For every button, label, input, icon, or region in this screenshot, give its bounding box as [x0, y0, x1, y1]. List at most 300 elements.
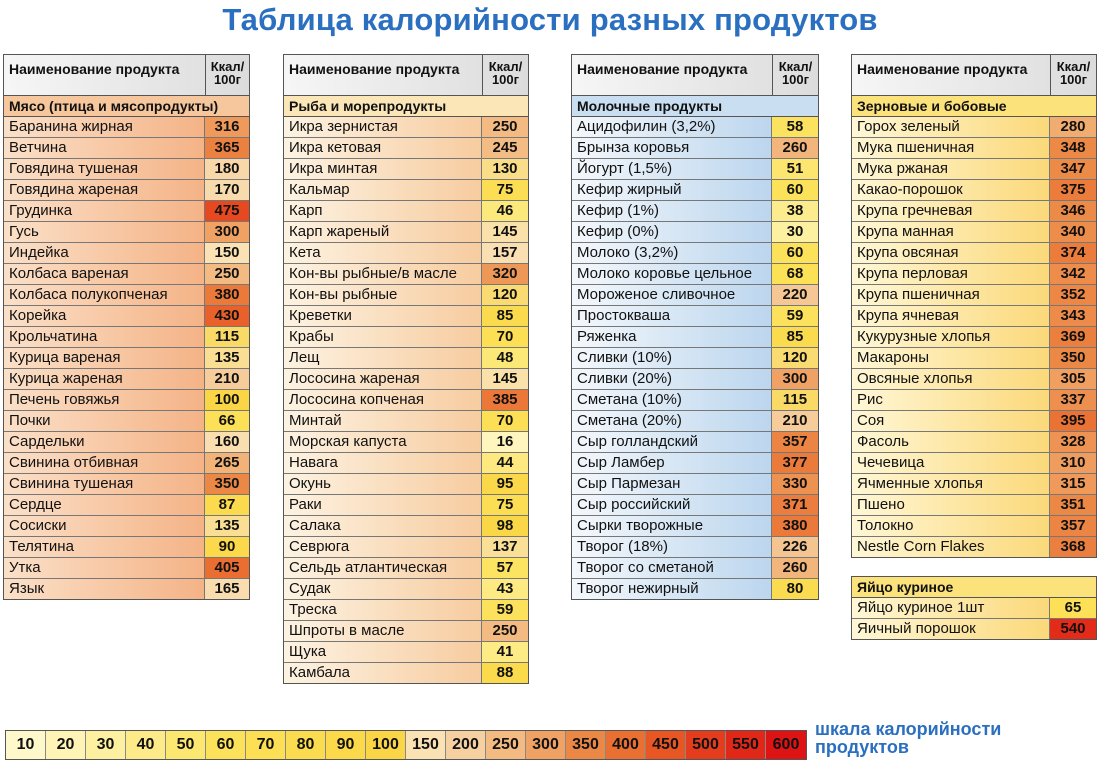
- header-kcal: Ккал/ 100г: [482, 55, 528, 95]
- product-name: Сметана (10%): [572, 390, 771, 410]
- table-row: [852, 453, 1096, 474]
- header-name: Наименование продукта: [857, 61, 1028, 77]
- product-kcal: 540: [1049, 619, 1096, 639]
- section-title: Молочные продукты: [572, 96, 818, 117]
- product-kcal: 70: [481, 327, 528, 347]
- product-name: Карп: [284, 201, 481, 221]
- product-kcal: 48: [481, 348, 528, 368]
- product-name: Сосиски: [4, 516, 204, 536]
- product-kcal: 430: [204, 306, 249, 326]
- product-kcal: 342: [1049, 264, 1096, 284]
- product-name: Крупа пшеничная: [852, 285, 1049, 305]
- product-kcal: 68: [771, 264, 818, 284]
- product-kcal: 135: [204, 516, 249, 536]
- product-kcal: 59: [771, 306, 818, 326]
- product-name: Креветки: [284, 306, 481, 326]
- product-name: Nestle Corn Flakes: [852, 537, 1049, 557]
- product-name: Салака: [284, 516, 481, 536]
- product-name: Минтай: [284, 411, 481, 431]
- scale-cell: 350: [566, 731, 606, 759]
- product-kcal: 60: [771, 243, 818, 263]
- table-row: [284, 411, 528, 432]
- scale-cell: 70: [246, 731, 286, 759]
- product-kcal: 44: [481, 453, 528, 473]
- table-row: [852, 201, 1096, 222]
- product-name: Крупа гречневая: [852, 201, 1049, 221]
- table-row: [572, 537, 818, 558]
- section-title: Яйцо куриное: [852, 577, 1096, 598]
- product-name: Кефир (0%): [572, 222, 771, 242]
- product-name: Лососина копченая: [284, 390, 481, 410]
- table-row: [572, 222, 818, 243]
- product-name: Крабы: [284, 327, 481, 347]
- table-header: [572, 55, 818, 96]
- table-row: [284, 600, 528, 621]
- product-name: Фасоль: [852, 432, 1049, 452]
- product-kcal: 95: [481, 474, 528, 494]
- product-name: Треска: [284, 600, 481, 620]
- table-row: [4, 558, 249, 579]
- product-kcal: 46: [481, 201, 528, 221]
- table-row: [284, 537, 528, 558]
- product-kcal: 80: [771, 579, 818, 599]
- product-name: Индейка: [4, 243, 204, 263]
- product-name: Карп жареный: [284, 222, 481, 242]
- scale-cell: 40: [126, 731, 166, 759]
- table-row: [284, 621, 528, 642]
- product-kcal: 300: [204, 222, 249, 242]
- product-kcal: 340: [1049, 222, 1096, 242]
- table-row: [852, 598, 1096, 619]
- product-kcal: 145: [481, 222, 528, 242]
- product-name: Ветчина: [4, 138, 204, 158]
- product-name: Икра кетовая: [284, 138, 481, 158]
- table-row: [4, 243, 249, 264]
- table-row: [572, 516, 818, 537]
- product-kcal: 350: [204, 474, 249, 494]
- product-name: Мука ржаная: [852, 159, 1049, 179]
- product-name: Шпроты в масле: [284, 621, 481, 641]
- product-kcal: 51: [771, 159, 818, 179]
- product-name: Крупа овсяная: [852, 243, 1049, 263]
- table-row: [572, 558, 818, 579]
- scale-cell: 90: [326, 731, 366, 759]
- section-title: Зерновые и бобовые: [852, 96, 1096, 117]
- scale-cell: 450: [646, 731, 686, 759]
- table-row: [284, 180, 528, 201]
- table-row: [4, 264, 249, 285]
- table-row: [852, 619, 1096, 639]
- section-table: [3, 54, 250, 600]
- column-grains: [851, 54, 1097, 640]
- table-row: [572, 432, 818, 453]
- table-row: [852, 369, 1096, 390]
- product-name: Макароны: [852, 348, 1049, 368]
- table-row: [572, 348, 818, 369]
- product-name: Рис: [852, 390, 1049, 410]
- product-kcal: 85: [771, 327, 818, 347]
- product-name: Севрюга: [284, 537, 481, 557]
- product-name: Раки: [284, 495, 481, 515]
- product-kcal: 135: [204, 348, 249, 368]
- product-name: Сыр Ламбер: [572, 453, 771, 473]
- product-kcal: 16: [481, 432, 528, 452]
- table-row: [284, 432, 528, 453]
- product-name: Телятина: [4, 537, 204, 557]
- table-row: [852, 390, 1096, 411]
- product-name: Мука пшеничная: [852, 138, 1049, 158]
- table-row: [4, 327, 249, 348]
- scale-cell: 300: [526, 731, 566, 759]
- table-row: [572, 243, 818, 264]
- product-name: Сельдь атлантическая: [284, 558, 481, 578]
- product-kcal: 245: [481, 138, 528, 158]
- table-row: [284, 201, 528, 222]
- product-name: Кефир жирный: [572, 180, 771, 200]
- scale-cell: 10: [6, 731, 46, 759]
- scale-cell: 80: [286, 731, 326, 759]
- product-kcal: 57: [481, 558, 528, 578]
- table-row: [852, 306, 1096, 327]
- scale-cell: 60: [206, 731, 246, 759]
- product-kcal: 368: [1049, 537, 1096, 557]
- product-name: Молоко коровье цельное: [572, 264, 771, 284]
- product-name: Кета: [284, 243, 481, 263]
- product-kcal: 380: [771, 516, 818, 536]
- product-name: Кефир (1%): [572, 201, 771, 221]
- product-name: Ячменные хлопья: [852, 474, 1049, 494]
- product-kcal: 250: [481, 117, 528, 137]
- product-kcal: 380: [204, 285, 249, 305]
- product-name: Корейка: [4, 306, 204, 326]
- product-kcal: 98: [481, 516, 528, 536]
- table-row: [4, 579, 249, 599]
- table-row: [284, 495, 528, 516]
- product-kcal: 65: [1049, 598, 1096, 618]
- product-name: Утка: [4, 558, 204, 578]
- table-row: [4, 117, 249, 138]
- product-kcal: 58: [771, 117, 818, 137]
- product-name: Яйцо куриное 1шт: [852, 598, 1049, 618]
- product-kcal: 348: [1049, 138, 1096, 158]
- product-name: Окунь: [284, 474, 481, 494]
- product-kcal: 250: [204, 264, 249, 284]
- product-name: Лещ: [284, 348, 481, 368]
- product-name: Гусь: [4, 222, 204, 242]
- table-row: [852, 327, 1096, 348]
- table-row: [852, 243, 1096, 264]
- product-name: Почки: [4, 411, 204, 431]
- table-row: [4, 285, 249, 306]
- product-kcal: 365: [204, 138, 249, 158]
- product-name: Колбаса вареная: [4, 264, 204, 284]
- product-kcal: 310: [1049, 453, 1096, 473]
- column-fish: [283, 54, 529, 684]
- product-name: Ряженка: [572, 327, 771, 347]
- product-name: Лососина жареная: [284, 369, 481, 389]
- table-row: [572, 306, 818, 327]
- table-row: [4, 222, 249, 243]
- table-row: [572, 159, 818, 180]
- product-kcal: 38: [771, 201, 818, 221]
- product-kcal: 157: [481, 243, 528, 263]
- product-name: Творог (18%): [572, 537, 771, 557]
- product-kcal: 371: [771, 495, 818, 515]
- product-kcal: 150: [204, 243, 249, 263]
- table-row: [284, 516, 528, 537]
- header-kcal: Ккал/ 100г: [1050, 55, 1096, 95]
- product-name: Судак: [284, 579, 481, 599]
- product-kcal: 351: [1049, 495, 1096, 515]
- table-row: [4, 453, 249, 474]
- product-kcal: 347: [1049, 159, 1096, 179]
- product-kcal: 165: [204, 579, 249, 599]
- table-row: [4, 411, 249, 432]
- scale-cell: 500: [686, 731, 726, 759]
- table-row: [284, 264, 528, 285]
- table-row: [284, 663, 528, 683]
- product-kcal: 145: [481, 369, 528, 389]
- product-name: Печень говяжья: [4, 390, 204, 410]
- product-kcal: 120: [771, 348, 818, 368]
- header-name: Наименование продукта: [289, 61, 460, 77]
- product-name: Мороженое сливочное: [572, 285, 771, 305]
- product-name: Баранина жирная: [4, 117, 204, 137]
- product-kcal: 374: [1049, 243, 1096, 263]
- header-name: Наименование продукта: [9, 61, 180, 77]
- product-kcal: 115: [204, 327, 249, 347]
- table-row: [4, 432, 249, 453]
- product-kcal: 337: [1049, 390, 1096, 410]
- product-name: Щука: [284, 642, 481, 662]
- product-kcal: 170: [204, 180, 249, 200]
- product-name: Камбала: [284, 663, 481, 683]
- product-kcal: 75: [481, 495, 528, 515]
- table-row: [284, 642, 528, 663]
- product-name: Сливки (10%): [572, 348, 771, 368]
- scale-cell: 250: [486, 731, 526, 759]
- table-row: [852, 264, 1096, 285]
- table-row: [852, 432, 1096, 453]
- product-kcal: 250: [481, 621, 528, 641]
- scale-cell: 20: [46, 731, 86, 759]
- product-kcal: 475: [204, 201, 249, 221]
- product-name: Крольчатина: [4, 327, 204, 347]
- product-kcal: 315: [1049, 474, 1096, 494]
- header-name: Наименование продукта: [577, 61, 748, 77]
- product-kcal: 357: [1049, 516, 1096, 536]
- table-row: [572, 285, 818, 306]
- product-name: Свинина отбивная: [4, 453, 204, 473]
- product-kcal: 375: [1049, 180, 1096, 200]
- scale-label: [815, 720, 1085, 756]
- product-kcal: 377: [771, 453, 818, 473]
- product-kcal: 130: [481, 159, 528, 179]
- table-row: [284, 579, 528, 600]
- table-row: [572, 495, 818, 516]
- scale-cell: 600: [766, 731, 806, 759]
- scale-cell: 150: [406, 731, 446, 759]
- product-name: Говядина тушеная: [4, 159, 204, 179]
- table-row: [284, 222, 528, 243]
- table-row: [852, 411, 1096, 432]
- product-kcal: 41: [481, 642, 528, 662]
- product-kcal: 260: [771, 138, 818, 158]
- product-name: Курица вареная: [4, 348, 204, 368]
- table-row: [284, 474, 528, 495]
- product-name: Пшено: [852, 495, 1049, 515]
- product-kcal: 357: [771, 432, 818, 452]
- product-kcal: 87: [204, 495, 249, 515]
- table-row: [284, 285, 528, 306]
- product-kcal: 30: [771, 222, 818, 242]
- product-kcal: 395: [1049, 411, 1096, 431]
- product-kcal: 210: [204, 369, 249, 389]
- header-kcal: Ккал/ 100г: [205, 55, 249, 95]
- product-kcal: 320: [481, 264, 528, 284]
- table-row: [284, 159, 528, 180]
- table-row: [4, 159, 249, 180]
- table-row: [4, 390, 249, 411]
- table-row: [852, 222, 1096, 243]
- product-kcal: 350: [1049, 348, 1096, 368]
- product-name: Икра зернистая: [284, 117, 481, 137]
- product-name: Навага: [284, 453, 481, 473]
- scale-cell: 200: [446, 731, 486, 759]
- product-kcal: 66: [204, 411, 249, 431]
- product-name: Сардельки: [4, 432, 204, 452]
- product-kcal: 280: [1049, 117, 1096, 137]
- product-name: Сыр российский: [572, 495, 771, 515]
- section-table: [851, 54, 1097, 558]
- product-kcal: 59: [481, 600, 528, 620]
- product-kcal: 75: [481, 180, 528, 200]
- product-name: Простокваша: [572, 306, 771, 326]
- table-header: [284, 55, 528, 96]
- product-name: Сметана (20%): [572, 411, 771, 431]
- product-kcal: 210: [771, 411, 818, 431]
- table-row: [852, 348, 1096, 369]
- header-kcal: Ккал/ 100г: [772, 55, 818, 95]
- table-row: [4, 495, 249, 516]
- product-name: Крупа ячневая: [852, 306, 1049, 326]
- product-name: Крупа перловая: [852, 264, 1049, 284]
- table-row: [572, 411, 818, 432]
- product-kcal: 405: [204, 558, 249, 578]
- product-kcal: 260: [771, 558, 818, 578]
- table-row: [4, 516, 249, 537]
- product-name: Брынза коровья: [572, 138, 771, 158]
- table-row: [284, 243, 528, 264]
- table-header: [4, 55, 249, 96]
- product-kcal: 90: [204, 537, 249, 557]
- product-kcal: 137: [481, 537, 528, 557]
- product-name: Чечевица: [852, 453, 1049, 473]
- product-kcal: 328: [1049, 432, 1096, 452]
- product-name: Толокно: [852, 516, 1049, 536]
- table-row: [852, 516, 1096, 537]
- product-name: Крупа манная: [852, 222, 1049, 242]
- section-table: [283, 54, 529, 684]
- product-name: Сыр голландский: [572, 432, 771, 452]
- product-kcal: 88: [481, 663, 528, 683]
- table-row: [572, 201, 818, 222]
- product-name: Творог нежирный: [572, 579, 771, 599]
- table-row: [284, 558, 528, 579]
- table-row: [4, 201, 249, 222]
- table-row: [4, 180, 249, 201]
- product-name: Говядина жареная: [4, 180, 204, 200]
- product-name: Яичный порошок: [852, 619, 1049, 639]
- table-row: [284, 369, 528, 390]
- product-name: Свинина тушеная: [4, 474, 204, 494]
- table-row: [572, 180, 818, 201]
- table-row: [4, 348, 249, 369]
- table-row: [572, 264, 818, 285]
- product-kcal: 316: [204, 117, 249, 137]
- product-name: Горох зеленый: [852, 117, 1049, 137]
- product-name: Икра минтая: [284, 159, 481, 179]
- product-kcal: 60: [771, 180, 818, 200]
- table-row: [284, 306, 528, 327]
- product-name: Сливки (20%): [572, 369, 771, 389]
- scale-cell: 30: [86, 731, 126, 759]
- product-kcal: 85: [481, 306, 528, 326]
- product-kcal: 346: [1049, 201, 1096, 221]
- scale-cell: 50: [166, 731, 206, 759]
- table-row: [572, 474, 818, 495]
- product-kcal: 160: [204, 432, 249, 452]
- product-kcal: 115: [771, 390, 818, 410]
- product-kcal: 226: [771, 537, 818, 557]
- table-row: [852, 285, 1096, 306]
- product-kcal: 330: [771, 474, 818, 494]
- table-row: [572, 138, 818, 159]
- product-name: Йогурт (1,5%): [572, 159, 771, 179]
- calorie-scale: [5, 730, 807, 760]
- scale-label-text: шкала калорийности продуктов: [815, 719, 1002, 757]
- column-meat: [3, 54, 250, 600]
- product-name: Морская капуста: [284, 432, 481, 452]
- product-kcal: 43: [481, 579, 528, 599]
- scale-cell: 400: [606, 731, 646, 759]
- table-row: [852, 138, 1096, 159]
- product-kcal: 220: [771, 285, 818, 305]
- table-row: [4, 138, 249, 159]
- table-row: [4, 306, 249, 327]
- product-name: Кон-вы рыбные: [284, 285, 481, 305]
- table-row: [852, 117, 1096, 138]
- product-name: Язык: [4, 579, 204, 599]
- table-row: [572, 327, 818, 348]
- table-row: [284, 453, 528, 474]
- product-kcal: 343: [1049, 306, 1096, 326]
- table-row: [284, 138, 528, 159]
- table-row: [284, 327, 528, 348]
- table-row: [572, 369, 818, 390]
- section-title: Рыба и морепродукты: [284, 96, 528, 117]
- table-row: [4, 369, 249, 390]
- product-kcal: 265: [204, 453, 249, 473]
- product-name: Овсяные хлопья: [852, 369, 1049, 389]
- product-name: Кон-вы рыбные/в масле: [284, 264, 481, 284]
- page-title: Таблица калорийности разных продуктов: [222, 2, 878, 37]
- product-name: Молоко (3,2%): [572, 243, 771, 263]
- table-header: [852, 55, 1096, 96]
- table-row: [852, 180, 1096, 201]
- product-name: Сердце: [4, 495, 204, 515]
- product-kcal: 369: [1049, 327, 1096, 347]
